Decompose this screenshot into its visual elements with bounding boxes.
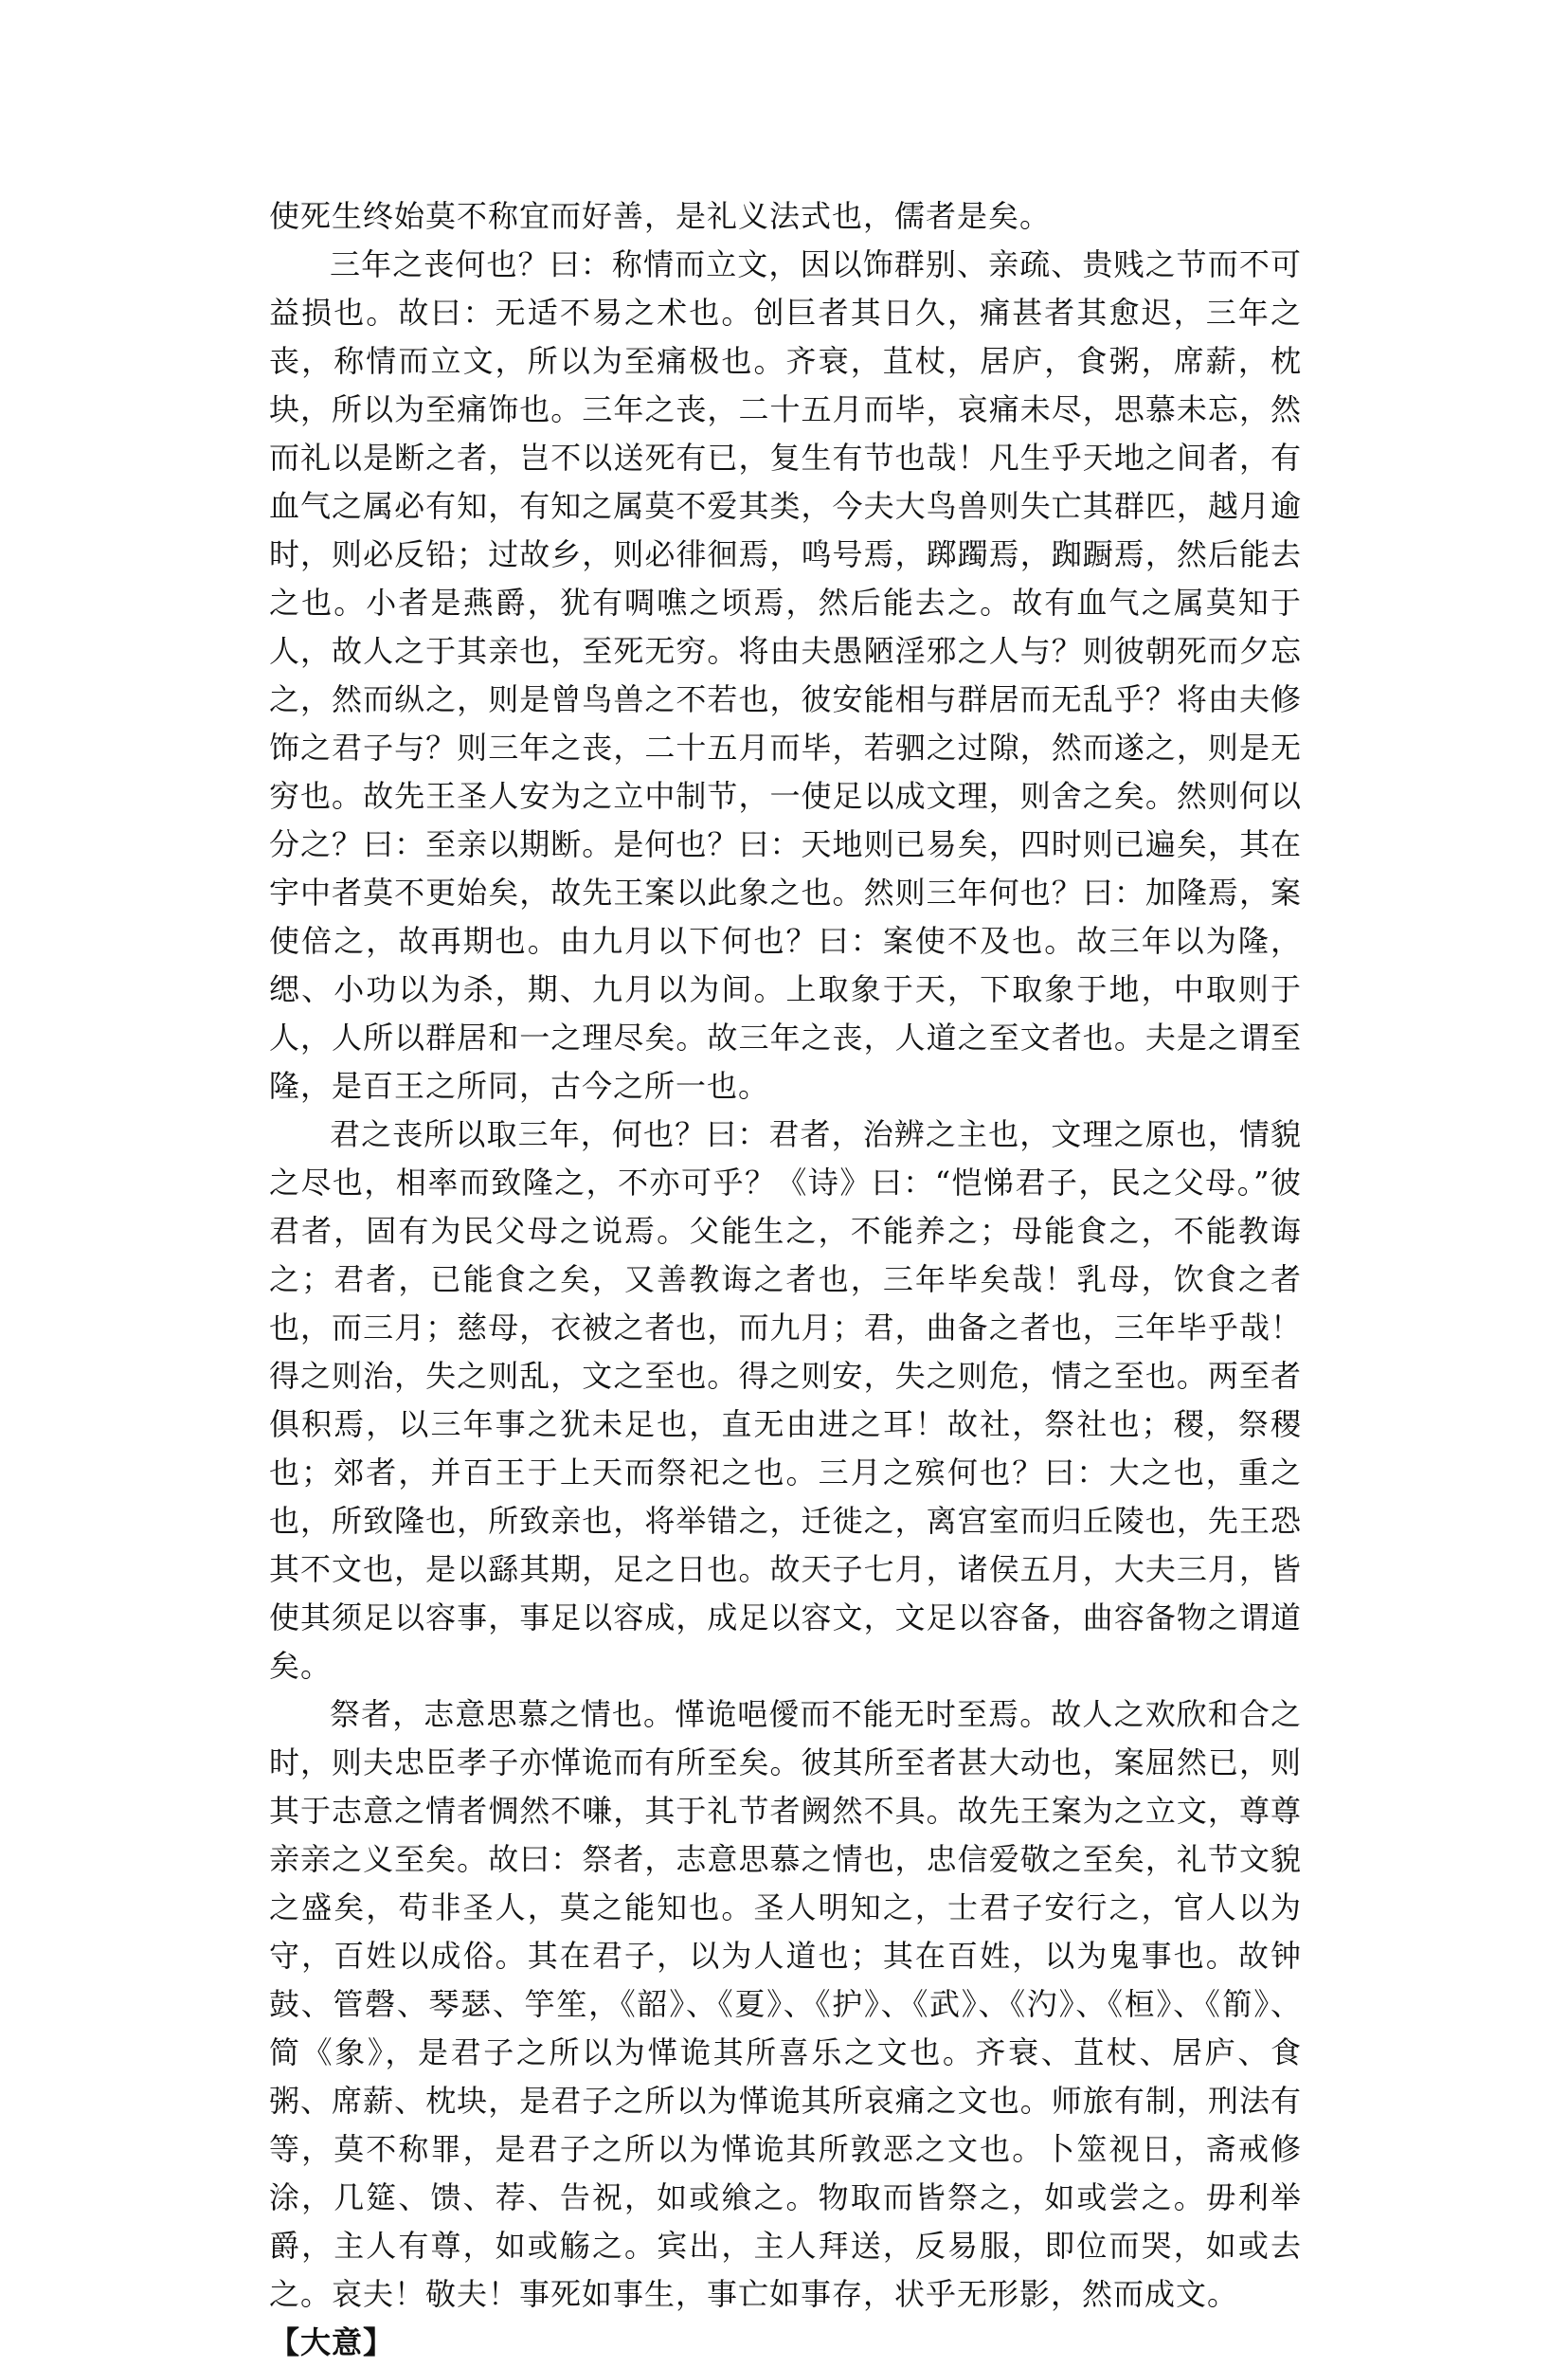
document-body <box>269 192 1302 2367</box>
paragraph-three-year-mourning: 三年之丧何也？曰：称情而立文，因以饰群别、亲疏、贵贱之节而不可益损也。故曰：无适不易之术也。创巨者其日久，痛甚者其愈迟，三年之丧，称情而立文，所以为至痛极也。齐衰，苴杖，居庐，食粥，席薪，枕块，所以为至痛饰也。三年之丧，二十五月而毕，哀痛未尽，思慕未忘，然而礼以是断之者，岂不以送死有已，复生有节也哉！凡生乎天地之间者，有血气之属必有知，有知之属莫不爱其类，今夫大鸟兽则失亡其群匹，越月逾时，则必反铅；过故乡，则必徘徊焉，鸣号焉，踯躅焉，踟蹰焉，然后能去之也。小者是燕爵，犹有啁噍之顷焉，然后能去之。故有血气之属莫知于人，故人之于其亲也，至死无穷。将由夫愚陋淫邪之人与？则彼朝死而夕忘之，然而纵之，则是曾鸟兽之不若也，彼安能相与群居而无乱乎？将由夫修饰之君子与？则三年之丧，二十五月而毕，若驷之过隙，然而遂之，则是无穷也。故先王圣人安为之立中制节，一使足以成文理，则舍之矣。然则何以分之？曰：至亲以期断。是何也？曰：天地则已易矣，四时则已遍矣，其在宇中者莫不更始矣，故先王案以此象之也。然则三年何也？曰：加隆焉，案使倍之，故再期也。由九月以下何也？曰：案使不及也。故三年以为隆，缌、小功以为杀，期、九月以为间。上取象于天，下取象于地，中取则于人，人所以群居和一之理尽矣。故三年之丧，人道之至文者也。夫是之谓至隆，是百王之所同，古今之所一也。 <box>269 246 1302 1104</box>
paragraph-continuation: 使死生终始莫不称宜而好善，是礼义法式也，儒者是矣。 <box>269 198 1052 234</box>
paragraph-sacrifice: 祭者，志意思慕之情也。愅诡唈僾而不能无时至焉。故人之欢欣和合之时，则夫忠臣孝子亦愅诡而有所至矣。彼其所至者甚大动也，案屈然已，则其于志意之情者惆然不嗛，其于礼节者阙然不具。故先王案为之立文，尊尊亲亲之义至矣。故曰：祭者，志意思慕之情也，忠信爱敬之至矣，礼节文貌之盛矣，苟非圣人，莫之能知也。圣人明知之，士君子安行之，官人以为守，百姓以成俗。其在君子，以为人道也；其在百姓，以为鬼事也。故钟鼓、管磬、琴瑟、竽笙，《韶》、《夏》、《护》、《武》、《汋》、《桓》、《箾》、简《象》，是君子之所以为愅诡其所喜乐之文也。齐衰、苴杖、居庐、食粥、席薪、枕块，是君子之所以为愅诡其所哀痛之文也。师旅有制，刑法有等，莫不称罪，是君子之所以为愅诡其所敦恶之文也。卜筮视日，斋戒修涂，几筵、馈、荐、告祝，如或飨之。物取而皆祭之，如或尝之。毋利举爵，主人有尊，如或觞之。宾出，主人拜送，反易服，即位而哭，如或去之。哀夫！敬夫！事死如事生，事亡如事存，状乎无形影，然而成文。 <box>269 1696 1302 2312</box>
section-heading: 【大意】 <box>269 2324 395 2360</box>
paragraph-ruler-mourning: 君之丧所以取三年，何也？曰：君者，治辨之主也，文理之原也，情貌之尽也，相率而致隆之，不亦可乎？《诗》曰：“恺悌君子，民之父母。”彼君者，固有为民父母之说焉。父能生之，不能养之；母能食之，不能教诲之；君者，已能食之矣，又善教诲之者也，三年毕矣哉！乳母，饮食之者也，而三月；慈母，衣被之者也，而九月；君，曲备之者也，三年毕乎哉！得之则治，失之则乱，文之至也。得之则安，失之则危，情之至也。两至者俱积焉，以三年事之犹未足也，直无由进之耳！故社，祭社也；稷，祭稷也；郊者，并百王于上天而祭祀之也。三月之殡何也？曰：大之也，重之也，所致隆也，所致亲也，将举错之，迁徙之，离宫室而归丘陵也，先王恐其不文也，是以繇其期，足之日也。故天子七月，诸侯五月，大夫三月，皆使其须足以容事，事足以容成，成足以容文，文足以容备，曲容备物之谓道矣。 <box>269 1116 1302 1684</box>
